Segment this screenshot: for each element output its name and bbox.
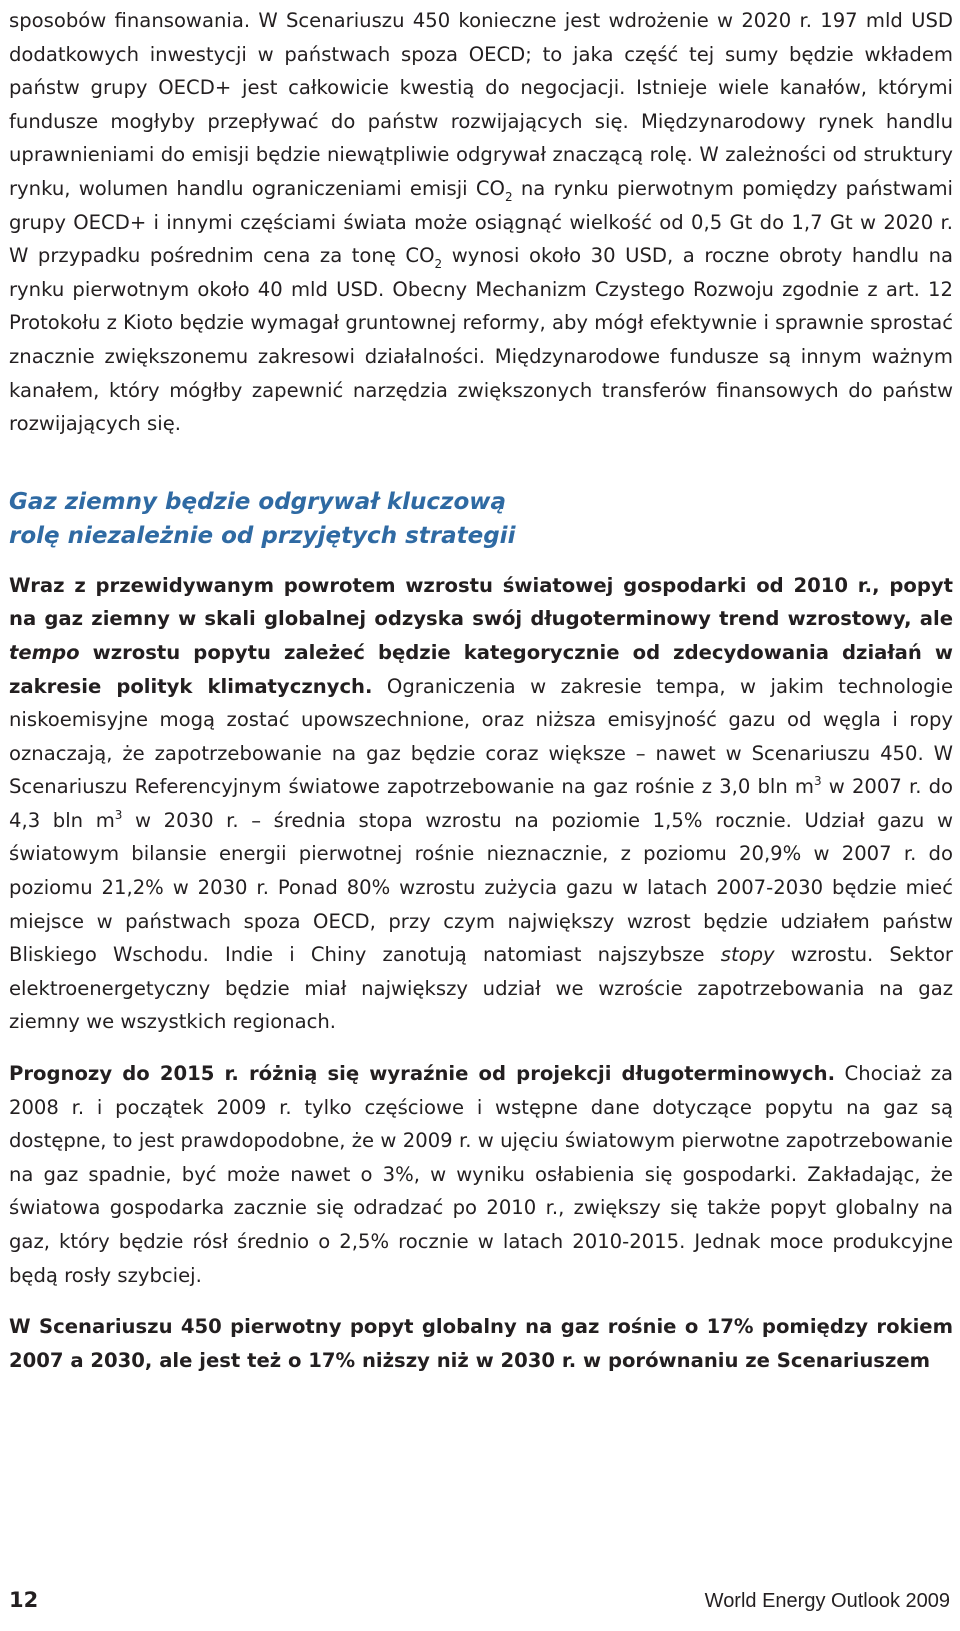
text-span: w 2007 r. do 4,3 bln m	[9, 775, 953, 832]
heading-line: Gaz ziemny będzie odgrywał kluczową	[9, 488, 507, 515]
bold-text: Wraz z przewidywanym powrotem wzrostu światowej gospodarki od 2010 r., popyt na gaz ziemny w skali globalnej odzyska swój długoterminowy trend wzrostowy, ale	[9, 573, 953, 631]
subscript: 2	[434, 257, 443, 272]
paragraph-financing	[9, 4, 953, 441]
bold-text: W Scenariuszu 450 pierwotny popyt globalny na gaz rośnie o 17% pomiędzy rokiem 2007 a 2030, ale jest też o 17% niższy niż w 2030 r. w porównaniu ze Scenariuszem	[9, 1315, 953, 1372]
text-span: na rynku pierwotnym pomiędzy państwami grupy OECD+ i innymi częściami świata może osiągnąć wielkość od 0,5 Gt do 1,7 Gt w 2020 r. W przypadku pośrednim cena za tonę CO	[9, 176, 954, 268]
heading-line: rolę niezależnie od przyjętych strategii	[9, 522, 516, 549]
publication-title: World Energy Outlook 2009	[704, 1590, 950, 1612]
paragraph-forecasts	[9, 1057, 953, 1292]
text-span: wynosi około 30 USD, a roczne obroty handlu na rynku pierwotnym około 40 mld USD. Obecny Mechanizm Czystego Rozwoju zgodnie z art. 12 Protokołu z Kioto będzie wymagał gruntownej reformy, aby mógł efektywnie i sprawnie sprostać znacznie zwiększonemu zakresowi działalności. Międzynarodowe fundusze są innym ważnym kanałem, który mógłby zapewnić narzędzia zwiększonych transferów finansowych do państw rozwijających się.	[9, 244, 953, 436]
superscript: 3	[814, 774, 822, 789]
paragraph-gas-demand	[9, 569, 953, 1039]
page-number: 12	[9, 1588, 39, 1612]
subscript: 2	[504, 189, 513, 204]
bold-text: Prognozy do 2015 r. różnią się wyraźnie od projekcji długoterminowych.	[9, 1062, 836, 1086]
text-span: Ograniczenia w zakresie tempa, w jakim technologie niskoemisyjne mogą zostać upowszechnione, oraz niższa emisyjność gazu od węgla i ropy oznaczają, że zapotrzebowanie na gaz będzie coraz większe – nawet w Scenariuszu 450. W Scenariuszu Referencyjnym światowe zapotrzebowanie na gaz rośnie z 3,0 bln m	[9, 674, 953, 799]
text-span: Chociaż za 2008 r. i początek 2009 r. tylko częściowe i wstępne dane dotyczące popytu na gaz są dostępne, to jest prawdopodobne, że w 2009 r. w ujęciu światowym pierwotne zapotrzebowanie na gaz spadnie, być może nawet o 3%, w wyniku osłabienia się gospodarki. Zakładając, że światowa gospodarka zacznie się odradzać po 2010 r., zwiększy się także popyt globalny na gaz, który będzie rósł średnio o 2,5% rocznie w latach 2010-2015. Jednak moce produkcyjne będą rosły szybciej.	[9, 1062, 953, 1287]
italic-text: stopy	[720, 943, 775, 967]
bold-text: wzrostu popytu zależeć będzie kategorycznie od zdecydowania działań w zakresie polityk klimatycznych.	[9, 640, 953, 698]
superscript: 3	[114, 807, 123, 822]
document-body	[9, 4, 953, 1377]
text-span: w 2030 r. – średnia stopa wzrostu na poziomie 1,5% rocznie. Udział gazu w światowym bilansie energii pierwotnej rośnie nieznacznie, z poziomu 20,9% w 2007 r. do poziomu 21,2% w 2030 r. Ponad 80% wzrostu zużycia gazu w latach 2007-2030 będzie mieć miejsce w państwach spoza OECD, przy czym największy wzrost będzie udziałem państw Bliskiego Wschodu. Indie i Chiny zanotują natomiast najszybsze	[9, 808, 953, 967]
text-span: sposobów finansowania. W Scenariuszu 450 konieczne jest wdrożenie w 2020 r. 197 mld USD dodatkowych inwestycji w państwach spoza OECD; to jaka część tej sumy będzie wkładem państw grupy OECD+ jest całkowicie kwestią do negocjacji. Istnieje wiele kanałów, którymi fundusze mogłyby przepływać do państw rozwijających się. Międzynarodowy rynek handlu uprawnieniami do emisji będzie niewątpliwie odgrywał znaczącą rolę. W zależności od struktury rynku, wolumen handlu ograniczeniami emisji CO	[9, 9, 953, 200]
section-heading	[9, 485, 953, 553]
paragraph-scenario-450	[9, 1310, 953, 1377]
bold-italic-text: tempo	[9, 640, 80, 664]
text-span: wzrostu. Sektor elektroenergetyczny będzie miał największy udział we wzroście zapotrzebowania na gaz ziemny we wszystkich regionach.	[9, 943, 953, 1034]
